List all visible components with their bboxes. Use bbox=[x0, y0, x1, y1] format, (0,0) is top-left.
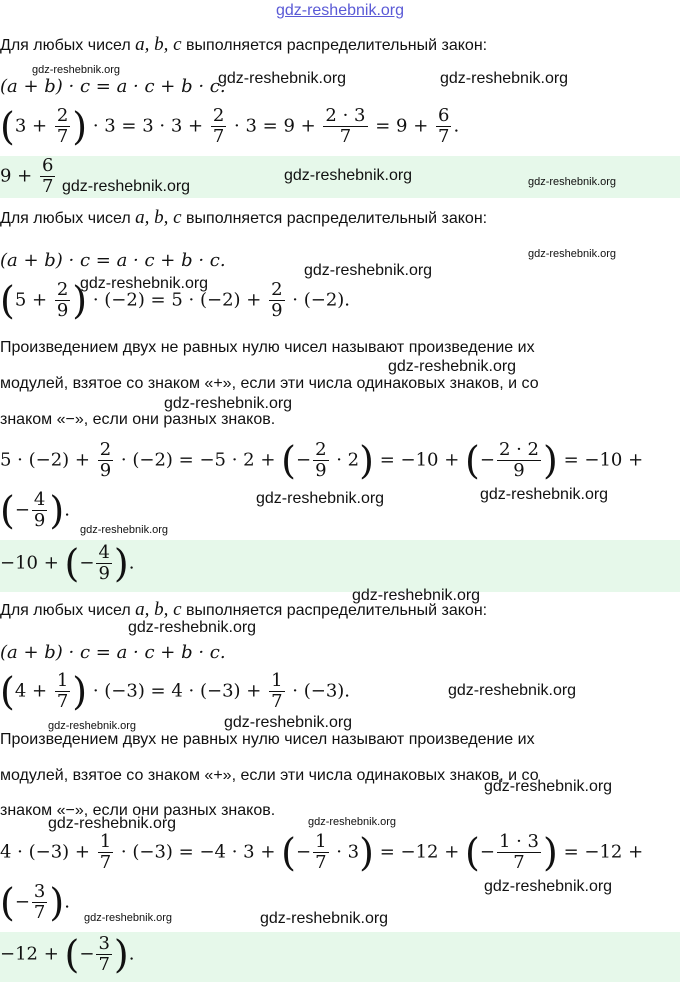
law-intro: Для любых чисел bbox=[0, 37, 131, 54]
watermark: gdz-reshebnik.org bbox=[484, 878, 613, 895]
law-formula-3: (a + b) · c = a · c + b · c. bbox=[0, 642, 226, 663]
product-rule-3-line2: модулей, взятое со знаком «+», если эти числа одинаковых знаков, и со bbox=[0, 767, 539, 784]
watermark: gdz-reshebnik.org bbox=[218, 70, 347, 87]
product-rule-3-line1: Произведением двух не равных нулю чисел называют произведение их bbox=[0, 731, 535, 748]
equation-3b-cont: (− $\frac{3}{7}$ ). bbox=[0, 880, 70, 925]
product-rule-2-line3: знаком «−», если они разных знаков. bbox=[0, 411, 276, 428]
answer-3: −12 + (− $\frac{3}{7}$ ). bbox=[0, 932, 135, 977]
watermark: gdz-reshebnik.org bbox=[84, 912, 173, 924]
law-statement-3: Для любых чисел a, b, c выполняется распределительный закон: bbox=[0, 599, 488, 620]
watermark: gdz-reshebnik.org bbox=[48, 720, 137, 732]
watermark: gdz-reshebnik.org bbox=[80, 275, 209, 292]
watermark: gdz-reshebnik.org bbox=[80, 524, 169, 536]
equation-3b: 4 · (−3) + $\frac{1}{7}$ · (−3) = −4 · 3 + (− $\frac{1}{7}$ · 3) = −12 + (− $\frac{1 \cdot 3}{7}$ ) = −12 + bbox=[0, 830, 644, 875]
watermark: gdz-reshebnik.org bbox=[284, 167, 413, 184]
product-rule-2-line1: Произведением двух не равных нулю чисел называют произведение их bbox=[0, 339, 535, 356]
watermark: gdz-reshebnik.org bbox=[440, 70, 569, 87]
watermark: gdz-reshebnik.org bbox=[528, 176, 617, 188]
law-vars: a, b, c bbox=[135, 34, 182, 55]
watermark: gdz-reshebnik.org bbox=[62, 178, 191, 195]
watermark: gdz-reshebnik.org bbox=[256, 490, 385, 507]
equation-1: (3 + $\frac{2}{7}$ ) · 3 = 3 · 3 + $\frac{2}{7}$ · 3 = 9 + $\frac{2 \cdot 3}{7}$ = 9 + $\frac{6}{7}$ . bbox=[0, 104, 460, 149]
watermark: gdz-reshebnik.org bbox=[48, 815, 177, 832]
watermark: gdz-reshebnik.org bbox=[480, 486, 609, 503]
law-formula-2: (a + b) · c = a · c + b · c. bbox=[0, 250, 226, 271]
law-statement-2: Для любых чисел a, b, c выполняется распределительный закон: bbox=[0, 207, 488, 228]
watermark: gdz-reshebnik.org bbox=[484, 778, 613, 795]
watermark: gdz-reshebnik.org bbox=[528, 248, 617, 260]
product-rule-2-line2: модулей, взятое со знаком «+», если эти числа одинаковых знаков, и со bbox=[0, 375, 539, 392]
equation-2b-cont: (− $\frac{4}{9}$ ). bbox=[0, 488, 70, 533]
answer-2: −10 + (− $\frac{4}{9}$ ). bbox=[0, 541, 135, 586]
site-header-link[interactable]: gdz-reshebnik.org bbox=[275, 2, 405, 19]
watermark: gdz-reshebnik.org bbox=[304, 262, 433, 279]
watermark: gdz-reshebnik.org bbox=[32, 64, 121, 76]
watermark: gdz-reshebnik.org bbox=[128, 619, 257, 636]
watermark: gdz-reshebnik.org bbox=[352, 587, 481, 604]
equation-3: (4 + $\frac{1}{7}$ ) · (−3) = 4 · (−3) + $\frac{1}{7}$ · (−3). bbox=[0, 669, 351, 714]
watermark: gdz-reshebnik.org bbox=[260, 910, 389, 927]
watermark: gdz-reshebnik.org bbox=[448, 682, 577, 699]
product-rule-3-line3: знаком «−», если они разных знаков. bbox=[0, 802, 276, 819]
watermark: gdz-reshebnik.org bbox=[308, 816, 397, 828]
watermark: gdz-reshebnik.org bbox=[388, 358, 517, 375]
answer-1: 9 + $\frac{6}{7}$ bbox=[0, 155, 54, 197]
law-formula-1: (a + b) · c = a · c + b · c. bbox=[0, 76, 226, 97]
watermark: gdz-reshebnik.org bbox=[224, 714, 353, 731]
equation-2b: 5 · (−2) + $\frac{2}{9}$ · (−2) = −5 · 2 + (− $\frac{2}{9}$ · 2) = −10 + (− $\frac{2 \cdot 2}{9}$ ) = −10 + bbox=[0, 438, 644, 483]
law-statement-1 bbox=[0, 34, 487, 56]
equation-2: (5 + $\frac{2}{9}$ ) · (−2) = 5 · (−2) + $\frac{2}{9}$ · (−2). bbox=[0, 278, 351, 323]
watermark: gdz-reshebnik.org bbox=[164, 395, 293, 412]
law-end: выполняется распределительный закон: bbox=[186, 37, 488, 54]
